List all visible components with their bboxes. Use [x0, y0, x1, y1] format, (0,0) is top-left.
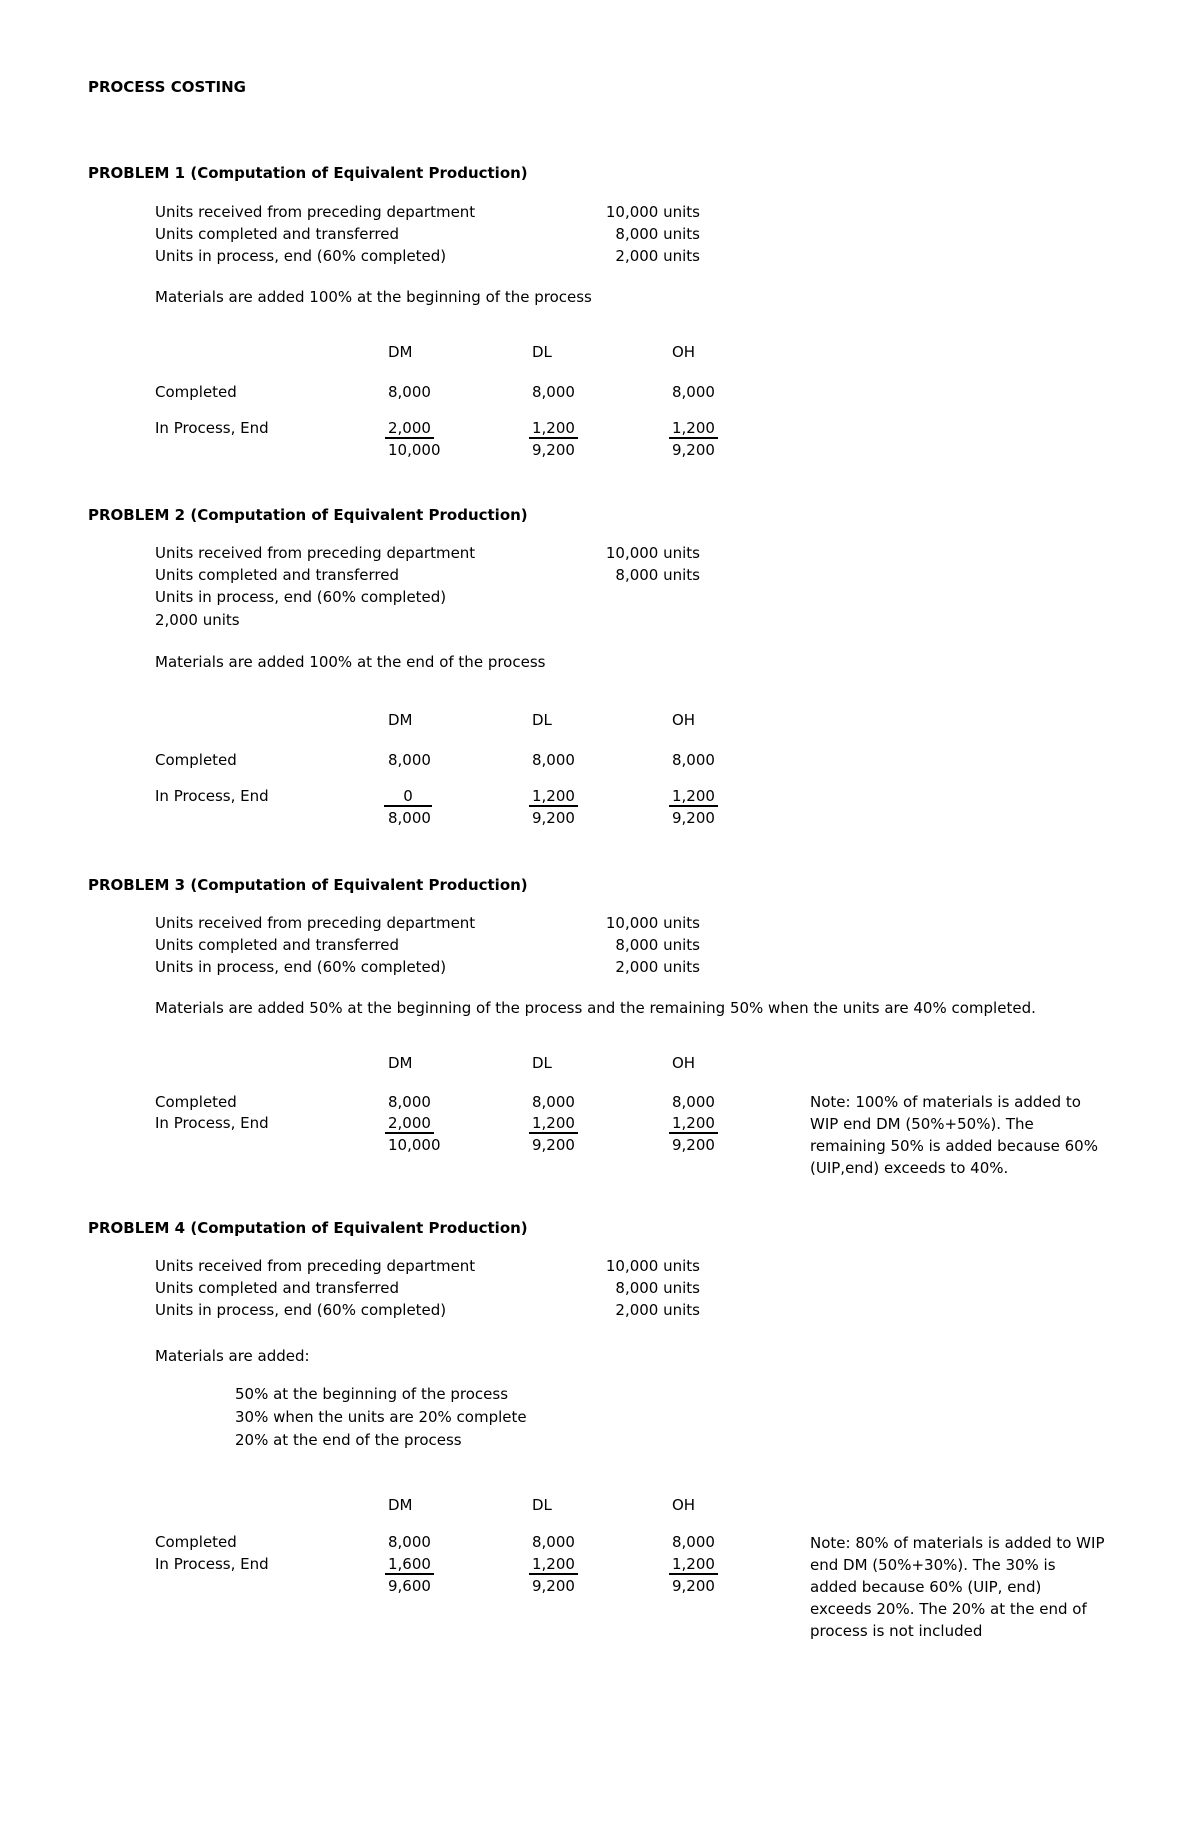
- problem-heading: PROBLEM 4 (Computation of Equivalent Production): [88, 1219, 528, 1237]
- table-col-header-dl: DL: [532, 343, 552, 361]
- fact-line: [0, 201, 1200, 223]
- heading-line: [0, 1217, 1200, 1239]
- materials-intro: Materials are added:: [155, 1347, 310, 1365]
- cell-value: 8,000: [388, 383, 431, 401]
- cell-value: 8,000: [672, 1093, 715, 1111]
- fact-line: [0, 934, 1200, 956]
- row-label: In Process, End: [155, 787, 269, 805]
- cell-value: 8,000: [672, 383, 715, 401]
- materials-line: [0, 997, 1200, 1019]
- fact-value: 2,000 units: [615, 958, 700, 976]
- table-row-totals: [0, 807, 1200, 829]
- cell-value-underlined: 1,200: [529, 1553, 578, 1575]
- table-row-totals: [0, 439, 1200, 461]
- table-col-header-dm: DM: [388, 1054, 413, 1072]
- fact-label: Units in process, end (60% completed): [155, 1301, 447, 1319]
- cell-value-underlined: 1,200: [529, 417, 578, 439]
- fact-value: 10,000 units: [605, 203, 700, 221]
- cell-value-underlined: 1,200: [669, 1112, 718, 1134]
- fact-line: [0, 564, 1200, 586]
- fact-label: Units completed and transferred: [155, 225, 400, 243]
- table-row-completed: [0, 749, 1200, 771]
- materials-note: Materials are added 50% at the beginning of the process and the remaining 50% when the units are 40% completed.: [155, 999, 1036, 1017]
- heading-line: [0, 874, 1200, 896]
- cell-value-underlined: 1,200: [669, 785, 718, 807]
- row-label: In Process, End: [155, 1114, 269, 1132]
- cell-value-underlined: 1,200: [669, 417, 718, 439]
- total-value: 9,200: [532, 441, 575, 459]
- table-col-header-oh: OH: [672, 1054, 696, 1072]
- fact-line: [0, 586, 1200, 608]
- table-header-row: [0, 1494, 1200, 1516]
- total-value: 9,200: [532, 1577, 575, 1595]
- table-row-completed: [0, 381, 1200, 403]
- fact-value: 8,000 units: [615, 566, 700, 584]
- fact-value: 10,000 units: [605, 544, 700, 562]
- fact-value: 2,000 units: [615, 1301, 700, 1319]
- problem-heading: PROBLEM 1 (Computation of Equivalent Production): [88, 164, 528, 182]
- cell-value-underlined: 1,200: [669, 1553, 718, 1575]
- total-value: 9,200: [532, 1136, 575, 1154]
- cell-value: 8,000: [532, 1093, 575, 1111]
- total-value: 9,200: [672, 441, 715, 459]
- fact-value: 10,000 units: [605, 1257, 700, 1275]
- row-label: Completed: [155, 1533, 237, 1551]
- total-value: 8,000: [388, 809, 431, 827]
- fact-label: Units received from preceding department: [155, 203, 476, 221]
- cell-value-underlined: 0: [384, 785, 432, 807]
- materials-list-line: [0, 1406, 1200, 1428]
- fact-line: [0, 956, 1200, 978]
- fact-value: 8,000 units: [615, 1279, 700, 1297]
- fact-value: 8,000 units: [615, 936, 700, 954]
- cell-value: 8,000: [388, 1533, 431, 1551]
- fact-line: [0, 1277, 1200, 1299]
- table-col-header-oh: OH: [672, 343, 696, 361]
- table-header-row: [0, 341, 1200, 363]
- problem-heading: PROBLEM 3 (Computation of Equivalent Production): [88, 876, 528, 894]
- cell-value: 8,000: [532, 751, 575, 769]
- cell-value-underlined: 1,200: [529, 1112, 578, 1134]
- table-header-row: [0, 709, 1200, 731]
- cell-value: 8,000: [532, 383, 575, 401]
- cell-value-underlined: 2,000: [385, 1112, 434, 1134]
- cell-value-underlined: 2,000: [385, 417, 434, 439]
- materials-line: [0, 286, 1200, 308]
- materials-list-item: 20% at the end of the process: [235, 1431, 462, 1449]
- total-value: 10,000: [388, 1136, 441, 1154]
- fact-label: Units received from preceding department: [155, 914, 476, 932]
- fact-label: Units completed and transferred: [155, 936, 400, 954]
- total-value: 9,200: [532, 809, 575, 827]
- row-label: Completed: [155, 383, 237, 401]
- fact-line: [0, 912, 1200, 934]
- cell-value: 8,000: [672, 1533, 715, 1551]
- table-col-header-dl: DL: [532, 711, 552, 729]
- row-label: In Process, End: [155, 419, 269, 437]
- table-col-header-dl: DL: [532, 1054, 552, 1072]
- title-line: [0, 76, 1200, 98]
- fact-label: Units received from preceding department: [155, 1257, 476, 1275]
- table-col-header-dl: DL: [532, 1496, 552, 1514]
- wrapped-value-line: [0, 609, 1200, 631]
- total-value: 9,200: [672, 809, 715, 827]
- cell-value: 8,000: [388, 1093, 431, 1111]
- fact-label: Units completed and transferred: [155, 1279, 400, 1297]
- fact-label: Units in process, end (60% completed): [155, 247, 447, 265]
- total-value: 9,200: [672, 1136, 715, 1154]
- heading-line: [0, 504, 1200, 526]
- table-col-header-dm: DM: [388, 1496, 413, 1514]
- table-col-header-dm: DM: [388, 711, 413, 729]
- materials-note: Materials are added 100% at the end of the process: [155, 653, 546, 671]
- materials-list-line: [0, 1383, 1200, 1405]
- heading-line: [0, 162, 1200, 184]
- problem-heading: PROBLEM 2 (Computation of Equivalent Production): [88, 506, 528, 524]
- row-label: Completed: [155, 751, 237, 769]
- fact-value: 2,000 units: [615, 247, 700, 265]
- table-col-header-oh: OH: [672, 711, 696, 729]
- fact-label: Units completed and transferred: [155, 566, 400, 584]
- table-header-row: [0, 1052, 1200, 1074]
- cell-value-underlined: 1,600: [385, 1553, 434, 1575]
- materials-list-item: 30% when the units are 20% complete: [235, 1408, 527, 1426]
- fact-value: 10,000 units: [605, 914, 700, 932]
- materials-note: Materials are added 100% at the beginning of the process: [155, 288, 592, 306]
- materials-list-item: 50% at the beginning of the process: [235, 1385, 509, 1403]
- page-title: PROCESS COSTING: [88, 78, 246, 96]
- fact-line: [0, 1299, 1200, 1321]
- table-col-header-dm: DM: [388, 343, 413, 361]
- cell-value: 8,000: [532, 1533, 575, 1551]
- fact-value: 8,000 units: [615, 225, 700, 243]
- fact-line: [0, 1255, 1200, 1277]
- note-text: Note: 100% of materials is added to WIP end DM (50%+50%). The remaining 50% is added because 60% (UIP,end) exceeds to 40%.: [810, 1093, 1098, 1177]
- note-text: Note: 80% of materials is added to WIP end DM (50%+30%). The 30% is added because 60% (UIP, end) exceeds 20%. The 20% at the end of process is not included: [810, 1534, 1105, 1640]
- total-value: 9,200: [672, 1577, 715, 1595]
- table-row-in-process: [0, 785, 1200, 807]
- table-row-in-process: [0, 417, 1200, 439]
- cell-value: 8,000: [672, 751, 715, 769]
- cell-value: 8,000: [388, 751, 431, 769]
- total-value: 9,600: [388, 1577, 431, 1595]
- materials-line: [0, 651, 1200, 673]
- fact-line: [0, 223, 1200, 245]
- materials-list-line: [0, 1429, 1200, 1451]
- row-label: In Process, End: [155, 1555, 269, 1573]
- fact-label: Units received from preceding department: [155, 544, 476, 562]
- fact-label: Units in process, end (60% completed): [155, 958, 447, 976]
- total-value: 10,000: [388, 441, 441, 459]
- cell-value-underlined: 1,200: [529, 785, 578, 807]
- row-label: Completed: [155, 1093, 237, 1111]
- fact-label: Units in process, end (60% completed): [155, 588, 447, 606]
- wrapped-fact-value: 2,000 units: [155, 611, 240, 629]
- table-col-header-oh: OH: [672, 1496, 696, 1514]
- fact-line: [0, 245, 1200, 267]
- materials-intro-line: [0, 1345, 1200, 1367]
- fact-line: [0, 542, 1200, 564]
